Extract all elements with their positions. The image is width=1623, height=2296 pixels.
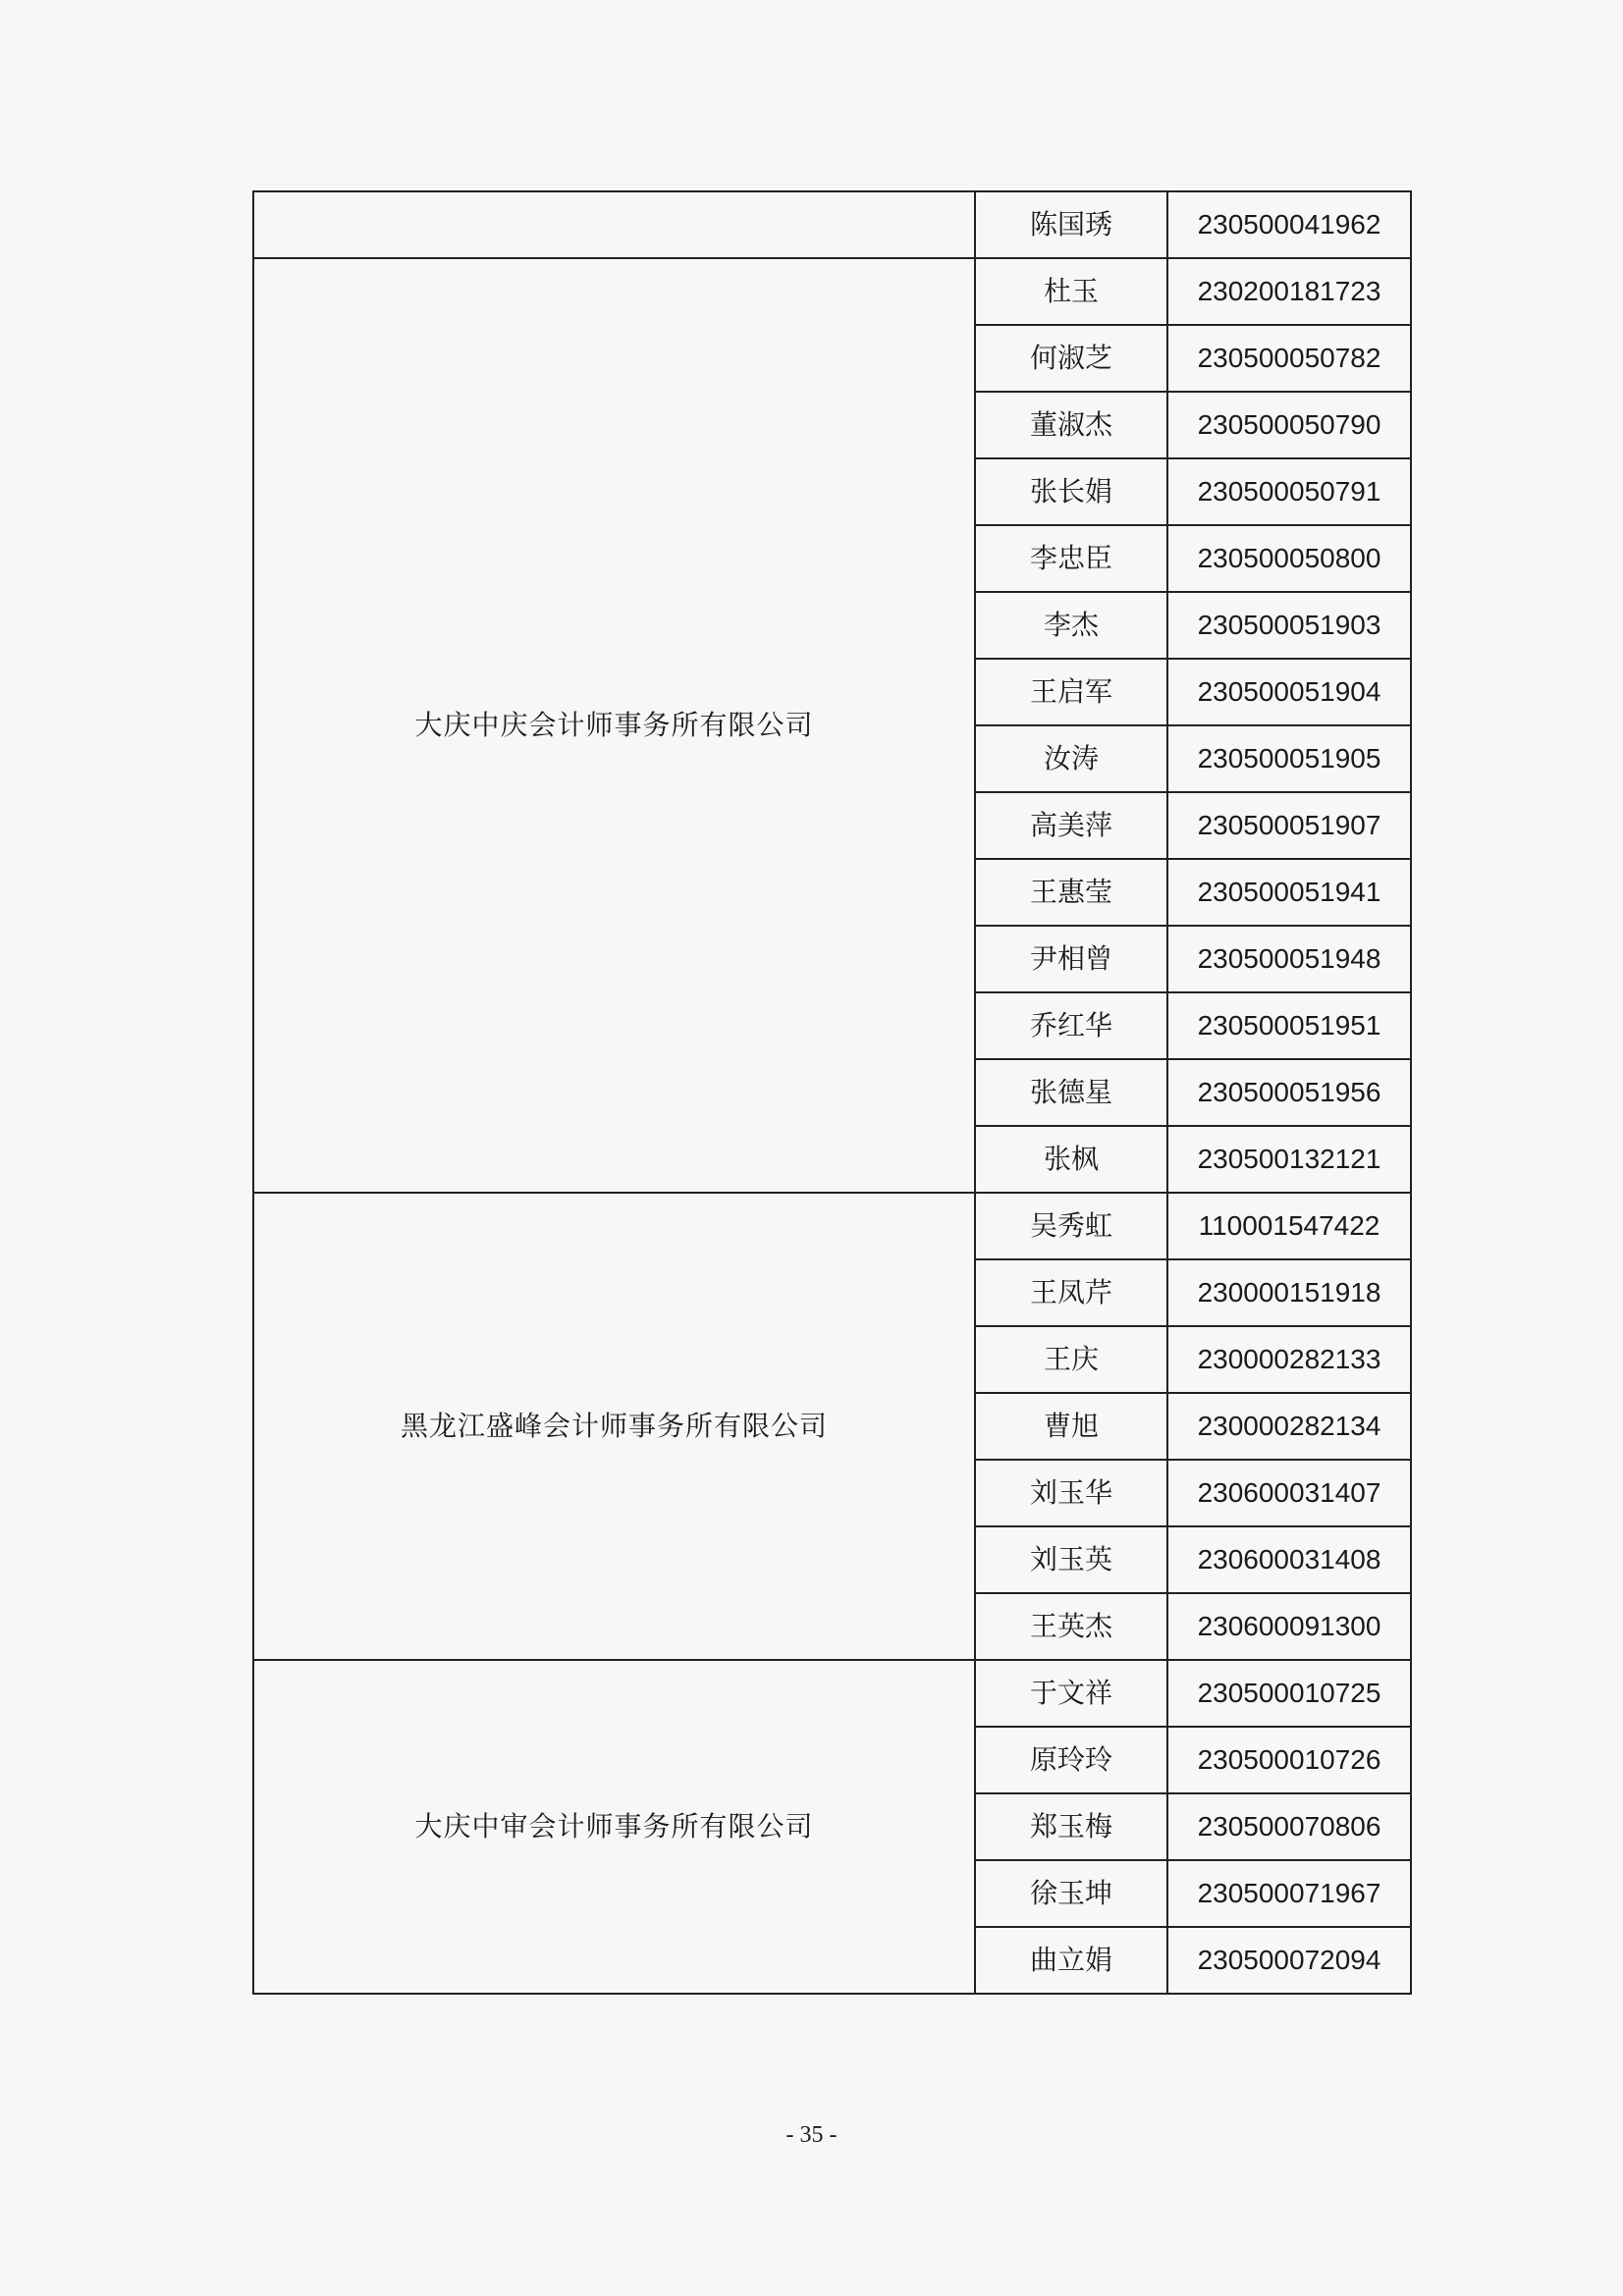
member-name-cell: 曹旭 <box>975 1393 1167 1460</box>
certificate-number-cell: 230500050790 <box>1167 392 1411 458</box>
certificate-number-cell: 230600031408 <box>1167 1526 1411 1593</box>
table-row <box>253 1660 1411 1727</box>
member-name-cell: 王凤芹 <box>975 1259 1167 1326</box>
certificate-number-cell: 230000282133 <box>1167 1326 1411 1393</box>
member-name-cell: 李杰 <box>975 592 1167 659</box>
certificate-number-cell: 230500050800 <box>1167 525 1411 592</box>
firm-name-cell: 大庆中审会计师事务所有限公司 <box>253 1660 975 1994</box>
table-row <box>253 191 1411 258</box>
certificate-number-cell: 230500070806 <box>1167 1793 1411 1860</box>
member-name-cell: 汝涛 <box>975 725 1167 792</box>
member-name-cell: 尹相曾 <box>975 926 1167 992</box>
certificate-number-cell: 230500051907 <box>1167 792 1411 859</box>
table-row <box>253 258 1411 325</box>
certificate-number-cell: 230500071967 <box>1167 1860 1411 1927</box>
firm-name-cell: 大庆中庆会计师事务所有限公司 <box>253 258 975 1193</box>
certificate-number-cell: 230500051956 <box>1167 1059 1411 1126</box>
certificate-number-cell: 230500041962 <box>1167 191 1411 258</box>
certificate-number-cell: 110001547422 <box>1167 1193 1411 1259</box>
certificate-number-cell: 230500072094 <box>1167 1927 1411 1994</box>
certificate-number-cell: 230200181723 <box>1167 258 1411 325</box>
member-name-cell: 曲立娟 <box>975 1927 1167 1994</box>
certificate-number-cell: 230500132121 <box>1167 1126 1411 1193</box>
member-name-cell: 张德星 <box>975 1059 1167 1126</box>
certificate-number-cell: 230500050791 <box>1167 458 1411 525</box>
member-name-cell: 乔红华 <box>975 992 1167 1059</box>
firm-name-cell: 黑龙江盛峰会计师事务所有限公司 <box>253 1193 975 1660</box>
certificate-number-cell: 230000151918 <box>1167 1259 1411 1326</box>
member-name-cell: 杜玉 <box>975 258 1167 325</box>
member-name-cell: 陈国琇 <box>975 191 1167 258</box>
member-name-cell: 董淑杰 <box>975 392 1167 458</box>
firm-name-cell <box>253 191 975 258</box>
certificate-number-cell: 230500051905 <box>1167 725 1411 792</box>
certificate-number-cell: 230500010725 <box>1167 1660 1411 1727</box>
member-name-cell: 原玲玲 <box>975 1727 1167 1793</box>
certificate-number-cell: 230500010726 <box>1167 1727 1411 1793</box>
member-name-cell: 王英杰 <box>975 1593 1167 1660</box>
certificate-number-cell: 230500051941 <box>1167 859 1411 926</box>
member-name-cell: 刘玉华 <box>975 1460 1167 1526</box>
certificate-number-cell: 230500050782 <box>1167 325 1411 392</box>
member-name-cell: 高美萍 <box>975 792 1167 859</box>
member-name-cell: 郑玉梅 <box>975 1793 1167 1860</box>
page-number: - 35 - <box>785 2122 838 2148</box>
member-name-cell: 李忠臣 <box>975 525 1167 592</box>
certificate-number-cell: 230000282134 <box>1167 1393 1411 1460</box>
member-name-cell: 吴秀虹 <box>975 1193 1167 1259</box>
member-name-cell: 何淑芝 <box>975 325 1167 392</box>
certificate-number-cell: 230500051948 <box>1167 926 1411 992</box>
member-name-cell: 王惠莹 <box>975 859 1167 926</box>
member-name-cell: 徐玉坤 <box>975 1860 1167 1927</box>
certificate-number-cell: 230500051951 <box>1167 992 1411 1059</box>
member-name-cell: 刘玉英 <box>975 1526 1167 1593</box>
table-row <box>253 1193 1411 1259</box>
certificate-number-cell: 230600091300 <box>1167 1593 1411 1660</box>
certificate-number-cell: 230500051904 <box>1167 659 1411 725</box>
member-name-cell: 王庆 <box>975 1326 1167 1393</box>
roster-body <box>253 191 1411 1994</box>
member-name-cell: 王启军 <box>975 659 1167 725</box>
certificate-number-cell: 230600031407 <box>1167 1460 1411 1526</box>
member-name-cell: 张长娟 <box>975 458 1167 525</box>
certificate-number-cell: 230500051903 <box>1167 592 1411 659</box>
member-name-cell: 于文祥 <box>975 1660 1167 1727</box>
member-name-cell: 张枫 <box>975 1126 1167 1193</box>
accountant-roster-table <box>252 190 1412 1995</box>
